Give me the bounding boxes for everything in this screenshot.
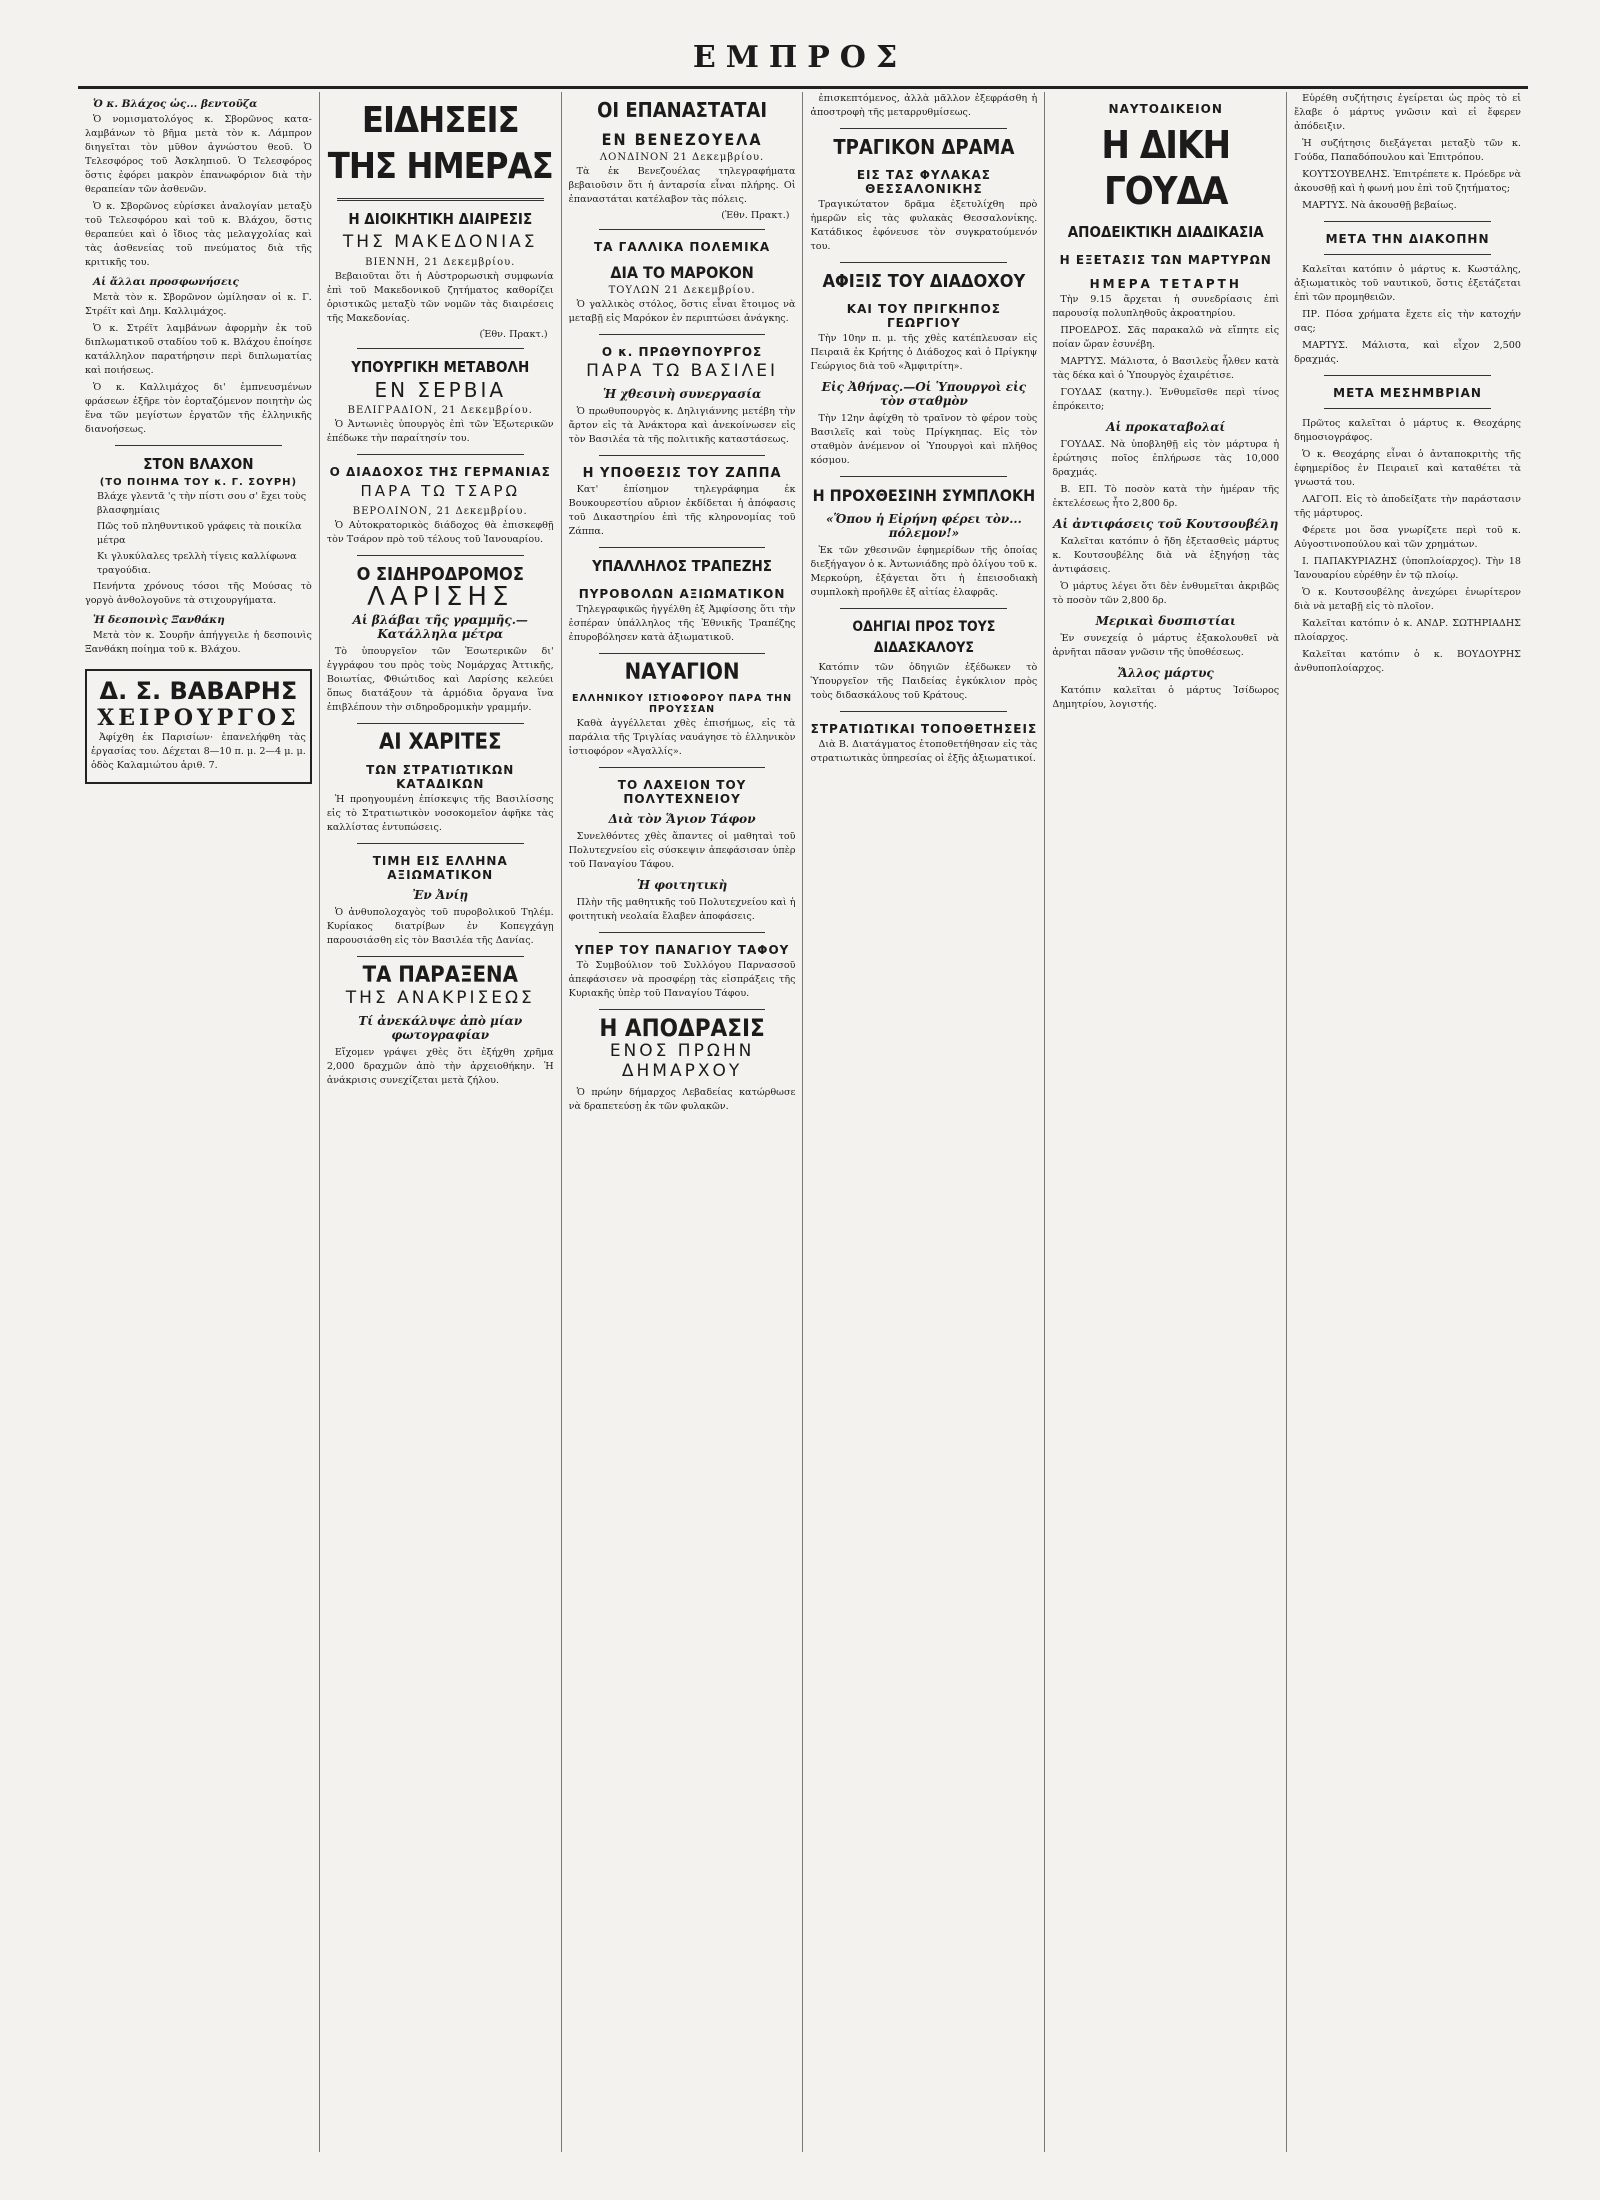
paragraph: Ὁ μάρτυς λέγει ὅτι δὲν ἐνθυμεῖται ἀκριβῶς τὸ ποσὸν τῶν 2,800 δρ. <box>1052 581 1280 606</box>
headline-sub: Η ΕΞΕΤΑΣΙΣ ΤΩΝ ΜΑΡΤΥΡΩΝ <box>1059 253 1272 267</box>
divider <box>599 767 766 768</box>
paragraph: ΛΑΓΟΠ. Εἰς τὸ ἀποδείξατε τὴν παράστασιν τῆς μάρτυρος. <box>1294 494 1521 519</box>
paragraph: Καλεῖται κατόπιν ὁ ἤδη ἐξετασθεὶς μάρτυς κ. Κουτσουβέλης διὰ νὰ ἐξηγήσῃ τὰς ἀντιφάσεις. <box>1052 536 1280 575</box>
paragraph: Ὁ κ. Θεοχάρης εἶναι ὁ ἀνταποκριτὴς τῆς ἐφημερίδος ἐν Πειραιεῖ καὶ καταθέτει τὰ γνωστά του. <box>1294 449 1521 488</box>
subheading: Αἱ ἄλλαι προσφωνήσεις <box>93 276 239 288</box>
paragraph: Καθὰ ἀγγέλλεται χθὲς ἐπισήμως, εἰς τὰ παράλια τῆς Τριγλίας ναυάγησε τὸ ἑλληνικὸν ἰστιοφόρον «Ἀγαλλίς». <box>568 718 796 757</box>
dateline: ΤΟΥΛΩΝ 21 Δεκεμβρίου. <box>608 285 756 296</box>
kicker: Ἐν Ἀνίῃ <box>412 888 469 902</box>
divider <box>599 334 766 335</box>
poem-line: Βλάχε γλεντᾶ 'ς τὴν πίστι σου σ' ἔχει τοὺς βλασφημίαις <box>97 491 307 516</box>
paragraph: Ὁ πρωθυπουργὸς κ. Δηλιγιάννης μετέβη τὴν ἄρτον εἰς τὰ Ἀνάκτορα καὶ ἀνεκοίνωσεν εἰς τὸν Βασιλέα τὰ τῆς πολιτικῆς καταστάσεως. <box>568 406 796 445</box>
paragraph: Τὴν 10ην π. μ. τῆς χθὲς κατέπλευσαν εἰς Πειραιᾶ ἐκ Κρήτης ὁ Διάδοχος καὶ ὁ Πρίγκηψ Γεώργιος διὰ τοῦ «Ἀμφιτρίτη». <box>810 333 1038 372</box>
dateline: ΒΕΛΙΓΡΑΔΙΟΝ, 21 Δεκεμβρίου. <box>347 405 533 416</box>
masthead: ΕΜΠΡΟΣ <box>692 40 908 75</box>
poem-line: Πῶς τοῦ πληθυντικοῦ γράφεις τὰ ποικίλα μέτρα <box>97 521 302 546</box>
subheading: Ἡ δεσποινὶς Ξανθάκη <box>93 614 225 626</box>
paragraph: Εἴχομεν γράψει χθὲς ὅτι ἐξήχθη χρῆμα 2,000 δραχμῶν ἀπὸ τὴν ἀρχειοθήκην. Ἡ ἀνάκρισις συνεχίζεται μετὰ ζήλου. <box>326 1047 554 1086</box>
headline: ΝΑΥΑΓΙΟΝ <box>624 660 740 685</box>
newspaper-columns <box>78 92 1528 2152</box>
paragraph: Ὁ κ. Κουτσουβέλης ἀνεχώρει ἐνωρίτερον διὰ νὰ μεταβῇ εἰς τὸ πλοῖον. <box>1294 587 1521 612</box>
headline: ΤΑ ΠΑΡΑΞΕΝΑ <box>362 963 518 988</box>
paragraph: Ὁ πρώην δήμαρχος Λεβαδείας κατώρθωσε νὰ δραπετεύσῃ ἐκ τῶν φυλακῶν. <box>568 1087 796 1112</box>
divider <box>599 653 766 654</box>
headline-sub: ΠΑΡΑ ΤΩ ΤΣΑΡΩ <box>360 482 520 500</box>
divider <box>357 956 524 957</box>
paragraph: Ὁ κ. Στρέϊτ λαμβάνων ἀφορμὴν ἐκ τοῦ διπλωματικοῦ σταδίου τοῦ κ. Βλάχου ἐποίησε κατάλληλον παρατήρησιν περὶ διπλωματίας καὶ ποιήσεως. <box>85 323 312 376</box>
paragraph: Πλὴν τῆς μαθητικῆς τοῦ Πολυτεχνείου καὶ ἡ φοιτητικὴ νεολαία ἔλαβεν ἀποφάσεις. <box>568 897 796 922</box>
headline: ΟΔΗΓΙΑΙ ΠΡΟΣ ΤΟΥΣ ΔΙΔΑΣΚΑΛΟΥΣ <box>852 619 996 656</box>
kicker: «Ὅπου ἡ Εἰρήνη φέρει τὸν... πόλεμον!» <box>826 512 1022 540</box>
ad-title: Δ. Σ. ΒΑΒΑΡΗΣ <box>99 677 298 705</box>
divider <box>337 198 544 201</box>
headline: Η ΔΙΚΗ ΓΟΥΔΑ <box>1101 123 1231 213</box>
divider <box>599 547 766 548</box>
paragraph: Κατ' ἐπίσημον τηλεγράφημα ἐκ Βουκουρεστίου αὔριον ἐκδίδεται ἡ ἀπόφασις τοῦ Δικαστηρίου ἐπὶ τῆς κληρονομίας τοῦ Ζάππα. <box>568 484 796 537</box>
section-title: ΕΙΔΗΣΕΙΣ ΤΗΣ ΗΜΕΡΑΣ <box>327 100 553 187</box>
paragraph: ΠΡ. Πόσα χρήματα ἔχετε εἰς τὴν κατοχήν σας; <box>1294 309 1521 334</box>
masthead-rule <box>78 86 1528 89</box>
source: (Ἐθν. Πρακτ.) <box>721 210 790 221</box>
kicker: Διὰ τὸν Ἅγιον Τάφον <box>608 812 756 826</box>
kicker: Εἰς Ἀθήνας.—Οἱ Ὑπουργοὶ εἰς τὸν σταθμὸν <box>821 380 1027 408</box>
dateline: ΒΕΡΟΛΙΝΟΝ, 21 Δεκεμβρίου. <box>352 506 528 517</box>
headline-sub: ΚΑΙ ΤΟΥ ΠΡΙΓΚΗΠΟΣ ΓΕΩΡΓΙΟΥ <box>846 302 1001 330</box>
paragraph: Μετὰ τὸν κ. Σουρῆν ἀπήγγειλε ἡ δεσποινὶς Ξανθάκη ποίημα τοῦ κ. Βλάχου. <box>85 630 312 655</box>
paragraph: Ὁ ἀνθυπολοχαγὸς τοῦ πυροβολικοῦ Τηλέμ. Κυρίακος διατρίβων ἐν Κοπεγχάγῃ παρουσιάσθη εἰς τὸν Βασιλέα τῆς Δανίας. <box>326 907 554 946</box>
paragraph: Τηλεγραφικῶς ἠγγέλθη ἐξ Ἀμφίσσης ὅτι τὴν ἑσπέραν ὑπάλληλος τῆς Ἐθνικῆς Τραπέζης ἐπυροβόλησεν κατὰ ἀξιωματικοῦ. <box>568 604 796 643</box>
column-5 <box>1045 92 1287 2152</box>
divider <box>1324 408 1491 409</box>
headline: Ο ΣΙΔΗΡΟΔΡΟΜΟΣ <box>356 564 524 585</box>
divider <box>357 555 524 556</box>
paragraph: Ὁ κ. Καλλιμάχος δι' ἐμπνευσμένων φράσεων ἐξῆρε τὸν ἑορταζόμενον ποιητὴν ὡς ἕνα τῶν μεγίστων ἐργατῶν τῆς ἑλληνικῆς διανοήσεως. <box>85 382 312 435</box>
paragraph: Ὁ νομισματολόγος κ. Σβορῶνος καταλαμβάνων τὸ βῆμα μετὰ τὸν κ. Λάμπρον διηγεῖται τὸν μῦθον ἀγνώστου θεοῦ. Ὁ Τελεσφόρος τοῦ Ἀσκληπιοῦ. Ὁ Τελεσφόρος ὅστις ἐφόρει μακρὸν ἐπανωφόριον διὰ τὴν θεραπείαν τῶν ἀσθενῶν. <box>85 114 312 195</box>
headline: Η ΔΙΟΙΚΗΤΙΚΗ ΔΙΑΙΡΕΣΙΣ <box>348 210 533 228</box>
headline-sub: ΤΗΣ ΜΑΚΕΔΟΝΙΑΣ <box>342 232 538 252</box>
dateline: ΒΙΕΝΝΗ, 21 Δεκεμβρίου. <box>365 257 516 268</box>
paragraph: Καλεῖται κατόπιν ὁ μάρτυς κ. Κωστάλης, ἀξιωματικὸς τοῦ ναυτικοῦ, ὅστις ἐξετάζεται ἐπὶ τῶν προμηθειῶν. <box>1294 264 1521 303</box>
divider <box>599 455 766 456</box>
headline-sub: ΠΑΡΑ ΤΩ ΒΑΣΙΛΕΙ <box>586 361 779 381</box>
poem-subtitle: (ΤΟ ΠΟΙΗΜΑ ΤΟΥ κ. Γ. ΣΟΥΡΗ) <box>99 477 298 488</box>
headline: ΥΠΕΡ ΤΟΥ ΠΑΝΑΓΙΟΥ ΤΑΦΟΥ <box>574 943 790 957</box>
paragraph: Τὸ ὑπουργεῖον τῶν Ἐσωτερικῶν δι' ἐγγράφου του πρὸς τοὺς Νομάρχας Ἀττικῆς, Βοιωτίας, Φθιώτιδος καὶ Λαρίσης κελεύει ὅπως διατάξουν τὰ ἀρμόδια ὄργανα ἵνα ἐπιβλέπουν τὴν σιδηροδρομικὴν γραμμήν. <box>326 646 554 713</box>
headline: Η ΑΠΟΔΡΑΣΙΣ <box>599 1014 765 1042</box>
headline: ΜΕΤΑ ΜΕΣΗΜΒΡΙΑΝ <box>1333 386 1482 400</box>
paragraph: Εὑρέθη συζήτησις ἐγείρεται ὡς πρὸς τὸ εἰ ἔλαβε ὁ μάρτυς γνῶσιν καὶ εἰ ἔφερεν ἀπόδειξιν. <box>1294 93 1521 132</box>
paragraph: Βεβαιοῦται ὅτι ἡ Αὐστρορωσικὴ συμφωνία ἐπὶ τοῦ Μακεδονικοῦ ζητήματος καθορίζει ὁριστικῶς μεταξὺ τῶν νομῶν τὰς διαιρέσεις τῆς Μακεδονίας. <box>326 271 554 324</box>
divider <box>599 932 766 933</box>
column-6 <box>1287 92 1528 2152</box>
headline-sub: ΕΝΟΣ ΠΡΩΗΝ ΔΗΜΑΡΧΟΥ <box>609 1041 755 1081</box>
kicker: Ἡ φοιτητικὴ <box>636 878 728 892</box>
kicker: Ἡ χθεσινὴ συνεργασία <box>602 387 762 401</box>
paragraph: Τὰ ἐκ Βενεζουέλας τηλεγραφήματα βεβαιοῦσιν ὅτι ἡ ἀνταρσία εἶναι πλήρης. Οἱ ἐπαναστάται κατέλαβον τὰς πόλεις. <box>568 166 796 205</box>
divider <box>1324 375 1491 376</box>
paragraph: Ὁ κ. Σβορῶνος εὑρίσκει ἀναλογίαν μεταξὺ τοῦ Τελεσφόρου καὶ τοῦ κ. Βλάχου, ὅστις θεραπεύει καὶ ὁ ἴδιος τὰς μελαγχολίας καὶ τὰς ἀσθενείας τοῦ πνεύματος διὰ τῆς κριτικῆς του. <box>85 201 312 268</box>
paragraph: Πρῶτος καλεῖται ὁ μάρτυς κ. Θεοχάρης δημοσιογράφος. <box>1294 418 1521 443</box>
divider <box>840 128 1007 129</box>
ad-text: Ἀφίχθη ἐκ Παρισίων· ἐπανελήφθη τὰς ἐργασίας του. Δέχεται 8—10 π. μ. 2—4 μ. μ. ὁδὸς Καλαμιώτου ἀριθ. 7. <box>91 732 306 771</box>
paragraph: ΠΡΟΕΔΡΟΣ. Σᾶς παρακαλῶ νὰ εἴπητε εἰς ποίαν ὥραν ἐσυνέβη. <box>1052 325 1280 350</box>
divider <box>599 1009 766 1010</box>
headline: ΟΙ ΕΠΑΝΑΣΤΑΤΑΙ <box>597 98 768 122</box>
kicker: Αἱ προκαταβολαί <box>1106 420 1226 434</box>
headline-sub: ΤΗΣ ΑΝΑΚΡΙΣΕΩΣ <box>345 988 535 1008</box>
dateline: ΛΟΝΔΙΝΟΝ 21 Δεκεμβρίου. <box>599 152 765 163</box>
paragraph: Κατόπιν τῶν ὁδηγιῶν ἐξέδωκεν τὸ Ὑπουργεῖον τῆς Παιδείας ἐγκύκλιον πρὸς τοὺς διδασκάλους τοῦ Κράτους. <box>810 662 1038 701</box>
paragraph: ΓΟΥΔΑΣ (κατηγ.). Ἐνθυμεῖσθε περὶ τίνος ἐπρόκειτο; <box>1052 387 1280 412</box>
paragraph: Ὁ γαλλικὸς στόλος, ὅστις εἶναι ἕτοιμος νὰ μεταβῇ εἰς Μαρόκον ἐν περιπτώσει ἀνάγκης. <box>568 299 796 324</box>
paragraph: Τραγικώτατον δρᾶμα ἐξετυλίχθη πρὸ ἡμερῶν εἰς τὰς φυλακὰς Θεσσαλονίκης. Κατάδικος ἐφόνευσε τὸν συγκρατούμενόν του. <box>810 199 1038 252</box>
divider <box>357 454 524 455</box>
source: (Ἐθν. Πρακτ.) <box>479 329 548 340</box>
paragraph: Ἡ προηγουμένη ἐπίσκεψις τῆς Βασιλίσσης εἰς τὸ Στρατιωτικὸν νοσοκομεῖον ἀφῆκε τὰς καλλίστας ἐντυπώσεις. <box>326 794 554 833</box>
column-1 <box>78 92 320 2152</box>
divider <box>599 229 766 230</box>
paragraph: Μετὰ τὸν κ. Σβορῶνον ὡμίλησαν οἱ κ. Γ. Στρέϊτ καὶ Δημ. Καλλιμάχος. <box>85 292 312 317</box>
paragraph: Ὁ Ἀντωνιὲς ὑπουργὸς ἐπὶ τῶν Ἐξωτερικῶν ἐπέδωκε τὴν παραίτησίν του. <box>326 419 554 444</box>
headline-sub: ΑΠΟΔΕΙΚΤΙΚΗ ΔΙΑΔΙΚΑΣΙΑ <box>1067 223 1264 241</box>
headline: ΤΑ ΓΑΛΛΙΚΑ ΠΟΛΕΜΙΚΑ <box>594 240 771 254</box>
headline: ΜΕΤΑ ΤΗΝ ΔΙΑΚΟΠΗΝ <box>1325 232 1490 246</box>
paragraph: Συνελθόντες χθὲς ἅπαντες οἱ μαθηταὶ τοῦ Πολυτεχνείου εἰς σύσκεψιν ἀπεφάσισαν ὑπὲρ τοῦ Παναγίου Τάφου. <box>568 831 796 870</box>
headline-sub: ΗΜΕΡΑ ΤΕΤΑΡΤΗ <box>1089 277 1242 291</box>
column-2 <box>320 92 562 2152</box>
paragraph: Ἐκ τῶν χθεσινῶν ἐφημερίδων τῆς ὁποίας διεξήγαγον ὁ κ. Ἀντωνιάδης πρὸ ὁλίγου τοῦ κ. Μερκούρη, ἐξάγεται ὅτι ἡ ἐπεισοδιακὴ συμπλοκὴ προῆλθε ἐξ αἰτίας ἐλαφρᾶς. <box>810 545 1038 598</box>
kicker: Αἱ βλάβαι τῆς γραμμῆς.—Κατάλληλα μέτρα <box>352 613 528 641</box>
headline: Η ΠΡΟΧΘΕΣΙΝΗ ΣΥΜΠΛΟΚΗ <box>812 486 1036 505</box>
paragraph: Ἡ συζήτησις διεξάγεται μεταξὺ τῶν κ. Γούδα, Παπαδόπουλου καὶ Ἐπιτρόπου. <box>1294 138 1521 163</box>
paragraph: Ἐν συνεχείᾳ ὁ μάρτυς ἐξακολουθεῖ νὰ ἀρνῆται πᾶσαν γνῶσιν τῆς ὑποθέσεως. <box>1052 633 1280 658</box>
headline: ΑΦΙΞΙΣ ΤΟΥ ΔΙΑΔΟΧΟΥ <box>822 271 1026 292</box>
headline-sub: ΕΛΛΗΝΙΚΟΥ ΙΣΤΙΟΦΟΡΟΥ ΠΑΡΑ ΤΗΝ ΠΡΟΥΣΣΑΝ <box>572 693 793 715</box>
column-3 <box>562 92 804 2152</box>
paragraph: Κατόπιν καλεῖται ὁ μάρτυς Ἰσίδωρος Δημητρίου, λογιστής. <box>1052 685 1280 710</box>
paragraph: Β. ΕΠ. Τὸ ποσὸν κατὰ τὴν ἡμέραν τῆς ἐκτελέσεως ἦτο 2,800 δρ. <box>1052 484 1280 509</box>
headline-sub: ΠΥΡΟΒΟΛΩΝ ΑΞΙΩΜΑΤΙΚΟΝ <box>578 587 786 601</box>
paragraph: Διὰ Β. Διατάγματος ἐτοποθετήθησαν εἰς τὰς στρατιωτικὰς ὑπηρεσίας οἱ ἑξῆς ἀξιωματικοί. <box>810 739 1038 764</box>
paragraph: ΚΟΥΤΣΟΥΒΕΛΗΣ. Ἐπιτρέπετε κ. Πρόεδρε νὰ ἀκουσθῇ καὶ ἡ φωνή μου ἐπὶ τοῦ ζητήματος; <box>1294 169 1521 194</box>
poem-title: ΣΤΟΝ ΒΛΑΧΟΝ <box>143 455 254 473</box>
paragraph: Τὴν 12ην ἀφίχθη τὸ τραῖνον τὸ φέρον τοὺς Βασιλεῖς καὶ τοὺς Πρίγκηπας. Εἰς τὸν σταθμὸν ἀνέμενον οἱ Ὑπουργοὶ καὶ πλῆθος κόσμου. <box>810 413 1038 466</box>
paragraph: Ι. ΠΑΠΑΚΥΡΙΑΖΗΣ (ὑποπλοίαρχος). Τὴν 18 Ἰανουαρίου εὑρέθην ἐν τῷ πλοίῳ. <box>1294 556 1521 581</box>
paragraph: ΜΑΡΤΥΣ. Μάλιστα, ὁ Βασιλεὺς ἦλθεν κατὰ τὰς δέκα καὶ ὁ Ὑπουργὸς ἐχαιρέτισε. <box>1052 356 1280 381</box>
paragraph: Ὁ Αὐτοκρατορικὸς διάδοχος θὰ ἐπισκεφθῇ τὸν Τσάρον πρὸ τοῦ τέλους τοῦ Ἰανουαρίου. <box>326 520 554 545</box>
paragraph: ΜΑΡΤΥΣ. Νὰ ἀκουσθῇ βεβαίως. <box>1302 200 1457 211</box>
poem-line: Κι γλυκύλαλες τρελλὴ τίγεις καλλίφωνα τραγούδια. <box>97 551 297 576</box>
divider <box>357 843 524 844</box>
ad-subtitle: ΧΕΙΡΟΥΡΓΟΣ <box>97 705 300 731</box>
column-4 <box>803 92 1045 2152</box>
headline-sub: ΔΙΑ ΤΟ ΜΑΡΟΚΟΝ <box>610 263 754 282</box>
headline: ΤΙΜΗ ΕΙΣ ΕΛΛΗΝΑ ΑΞΙΩΜΑΤΙΚΟΝ <box>372 854 508 882</box>
divider <box>840 262 1007 263</box>
headline: ΥΠΟΥΡΓΙΚΗ ΜΕΤΑΒΟΛΗ <box>351 358 530 376</box>
paragraph: Τὴν 9.15 ἄρχεται ἡ συνεδρίασις ἐπὶ παρουσίᾳ πολυπληθοῦς ἀκροατηρίου. <box>1052 294 1280 319</box>
paragraph: Καλεῖται κατόπιν ὁ κ. ΒΟΥΔΟΥΡΗΣ ἀνθυποπλοίαρχος. <box>1294 649 1521 674</box>
paragraph: ΜΑΡΤΥΣ. Μάλιστα, καὶ εἶχον 2,500 δραχμάς. <box>1294 340 1521 365</box>
paragraph: ἐπισκεπτόμενος, ἀλλὰ μᾶλλον ἐξεφράσθη ἡ ἀποστροφὴ τῆς μεταρρυθμίσεως. <box>810 93 1038 118</box>
headline-sub: ΕΙΣ ΤΑΣ ΦΥΛΑΚΑΣ ΘΕΣΣΑΛΟΝΙΚΗΣ <box>856 168 991 196</box>
divider <box>840 476 1007 477</box>
paragraph: Καλεῖται κατόπιν ὁ κ. ΑΝΔΡ. ΣΩΤΗΡΙΑΔΗΣ πλοίαρχος. <box>1294 618 1521 643</box>
kicker: Ἄλλος μάρτυς <box>1117 666 1214 680</box>
kicker: Μερικαὶ δυσπιστίαι <box>1095 614 1236 628</box>
paragraph: Πενήντα χρόνους τόσοι τῆς Μούσας τὸ γοργὸ ἀνθολογοῦνε τὰ στιχουργήματα. <box>85 581 312 606</box>
headline: ΣΤΡΑΤΙΩΤΙΚΑΙ ΤΟΠΟΘΕΤΗΣΕΙΣ <box>810 722 1038 736</box>
headline: ΑΙ ΧΑΡΙΤΕΣ <box>378 730 502 755</box>
divider <box>1324 254 1491 255</box>
headline: Η ΥΠΟΘΕΣΙΣ ΤΟΥ ΖΑΠΠΑ <box>582 466 782 481</box>
divider <box>840 711 1007 712</box>
paragraph: Τὸ Συμβούλιον τοῦ Συλλόγου Παρνασσοῦ ἀπεφάσισεν νὰ προσφέρῃ τὰς εἰσπράξεις τῆς Κυριακῆς ὑπὲρ τοῦ Παναγίου Τάφου. <box>568 960 796 999</box>
divider <box>357 348 524 349</box>
subheading: Ὁ κ. Βλάχος ὡς... βεντοῦζα <box>93 98 258 110</box>
kicker: Αἱ ἀντιφάσεις τοῦ Κουτσουβέλη <box>1053 517 1279 531</box>
divider <box>840 608 1007 609</box>
divider <box>357 723 524 724</box>
kicker: Τί ἀνεκάλυψε ἀπὸ μίαν φωτογραφίαν <box>358 1014 523 1042</box>
paragraph: ΓΟΥΔΑΣ. Νὰ ὑποβληθῇ εἰς τὸν μάρτυρα ἡ ἐρώτησις ποῖος ἐπλήρωσε τὰς 10,000 δραχμάς. <box>1052 439 1280 478</box>
headline: ΥΠΑΛΛΗΛΟΣ ΤΡΑΠΕΖΗΣ <box>592 557 773 575</box>
headline-sub: ΕΝ ΣΕΡΒΙΑ <box>374 378 507 402</box>
headline-sub: ΤΩΝ ΣΤΡΑΤΙΩΤΙΚΩΝ ΚΑΤΑΔΙΚΩΝ <box>366 763 515 791</box>
headline-sub: ΕΝ ΒΕΝΕΖΟΥΕΛΑ <box>601 130 763 149</box>
headline: Ο ΔΙΑΔΟΧΟΣ ΤΗΣ ΓΕΡΜΑΝΙΑΣ <box>329 465 551 479</box>
advertisement <box>85 669 312 784</box>
paragraph: Φέρετε μοι ὅσα γνωρίζετε περὶ τοῦ κ. Αὐγοστινοπούλου καὶ τῶν χρημάτων. <box>1294 525 1521 550</box>
kicker: ΝΑΥΤΟΔΙΚΕΙΟΝ <box>1108 102 1223 116</box>
headline: Ο κ. ΠΡΩΘΥΠΟΥΡΓΟΣ <box>601 345 763 359</box>
headline: ΤΡΑΓΙΚΟΝ ΔΡΑΜΑ <box>833 135 1015 159</box>
headline: ΤΟ ΛΑΧΕΙΟΝ ΤΟΥ ΠΟΛΥΤΕΧΝΕΙΟΥ <box>617 778 747 806</box>
divider <box>1324 221 1491 222</box>
headline-sub: ΛΑΡΙΣΗΣ <box>367 582 514 612</box>
divider <box>115 445 282 446</box>
